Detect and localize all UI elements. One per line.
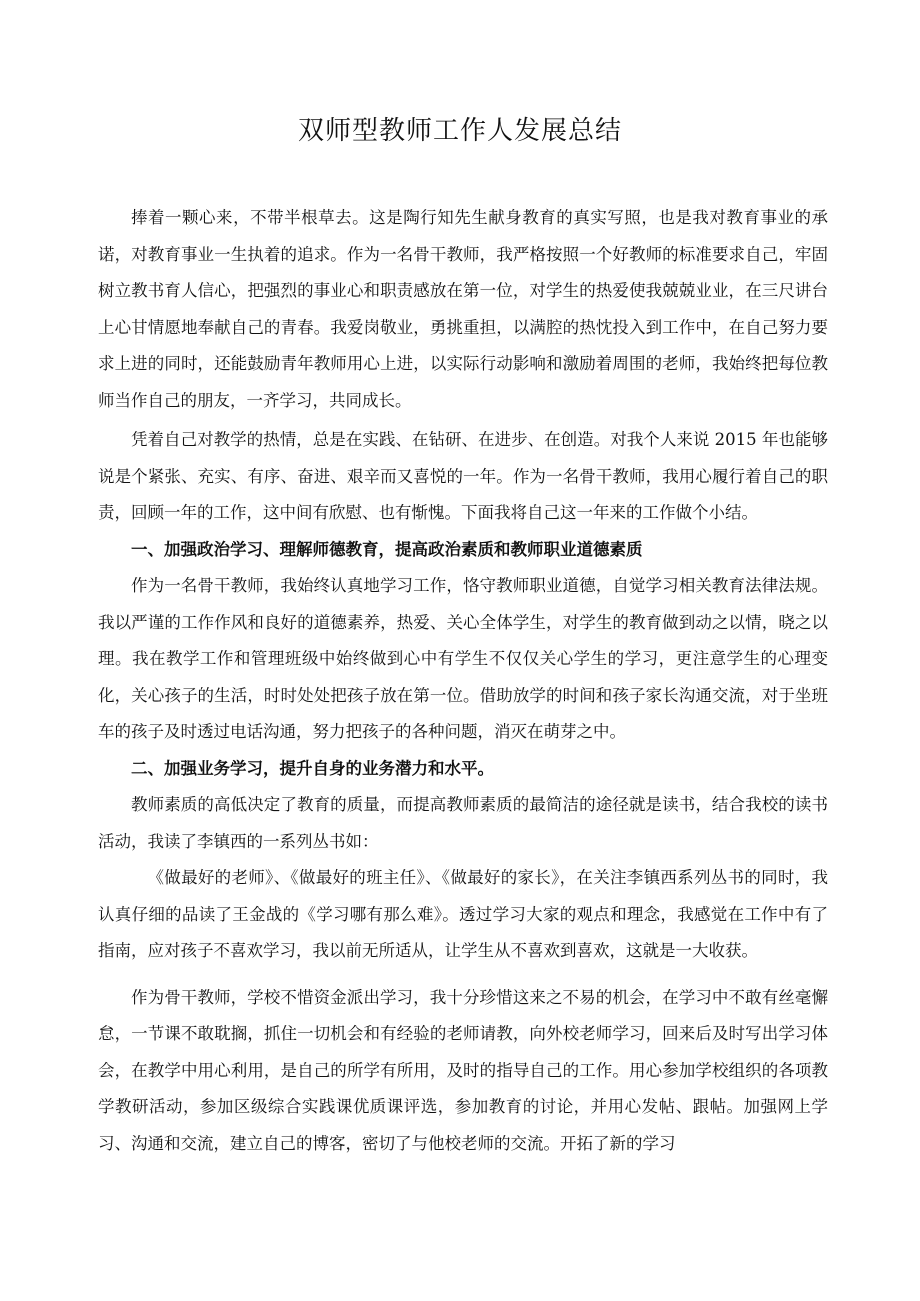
section1-paragraph-1: 作为一名骨干教师，我始终认真地学习工作，恪守教师职业道德，自觉学习相关教育法律法规。我以严谨的工作作风和良好的道德素养，热爱、关心全体学生，对学生的教育做到动之以情，晓之以理。我在教学工作和管理班级中始终做到心中有学生不仅仅关心学生的学习，更注意学生的心理变化，关心孩子的生活，时时处处把孩子放在第一位。借助放学的时间和孩子家长沟通交流，对于坐班车的孩子及时透过电话沟通，努力把孩子的各种问题，消灭在萌芽之中。 [98,576,828,741]
section-heading-2: 二、加强业务学习，提升自身的业务潜力和水平。 [131,758,494,778]
section2-paragraph-1: 教师素质的高低决定了教育的质量，而提高教师素质的最简洁的途径就是读书，结合我校的读书活动，我读了李镇西的一系列丛书如： [98,795,828,851]
section-heading-1: 一、加强政治学习、理解师德教育，提高政治素质和教师职业道德素质 [131,539,643,559]
document-title: 双师型教师工作人发展总结 [297,116,622,146]
paragraph-spacer [98,970,828,980]
section2-paragraph-2: 《做最好的老师》、《做最好的班主任》、《做最好的家长》，在关注李镇西系列丛书的同时，我认真仔细的品读了王金战的《学习哪有那么难》。透过学习大家的观点和理念，我感觉在工作中有了指南，应对孩子不喜欢学习，我以前无所适从，让学生从不喜欢到喜欢，这就是一大收获。 [98,868,828,960]
section2-paragraph-3: 作为骨干教师，学校不惜资金派出学习，我十分珍惜这来之不易的机会，在学习中不敢有丝毫懈怠，一节课不敢耽搁，抓住一切机会和有经验的老师请教，向外校老师学习，回来后及时写出学习体会，在教学中用心利用，是自己的所学有所用，及时的指导自己的工作。用心参加学校组织的各项教学教研活动，参加区级综合实践课优质课评选，参加教育的讨论，并用心发帖、跟帖。加强网上学习、沟通和交流，建立自己的博客，密切了与他校老师的交流。开拓了新的学习 [98,987,828,1153]
intro-paragraph-1: 捧着一颗心来，不带半根草去。这是陶行知先生献身教育的真实写照，也是我对教育事业的承诺，对教育事业一生执着的追求。作为一名骨干教师，我严格按照一个好教师的标准要求自己，牢固树立教书育人信心，把强烈的事业心和职责感放在第一位，对学生的热爱使我兢兢业业，在三尺讲台上心甘情愿地奉献自己的青春。我爱岗敬业，勇挑重担，以满腔的热忱投入到工作中，在自己努力要求上进的同时，还能鼓励青年教师用心上进，以实际行动影响和激励着周围的老师，我始终把每位教师当作自己的朋友，一齐学习，共同成长。 [98,208,828,410]
intro-paragraph-2: 凭着自己对教学的热情，总是在实践、在钻研、在进步、在创造。对我个人来说 2015 年也能够说是个紧张、充实、有序、奋进、艰辛而又喜悦的一年。作为一名骨干教师，我用心履行着自己的职责，回顾一年的工作，这中间有欣慰、也有惭愧。下面我将自己这一年来的工作做个小结。 [98,430,828,522]
document-body [98,200,828,1162]
